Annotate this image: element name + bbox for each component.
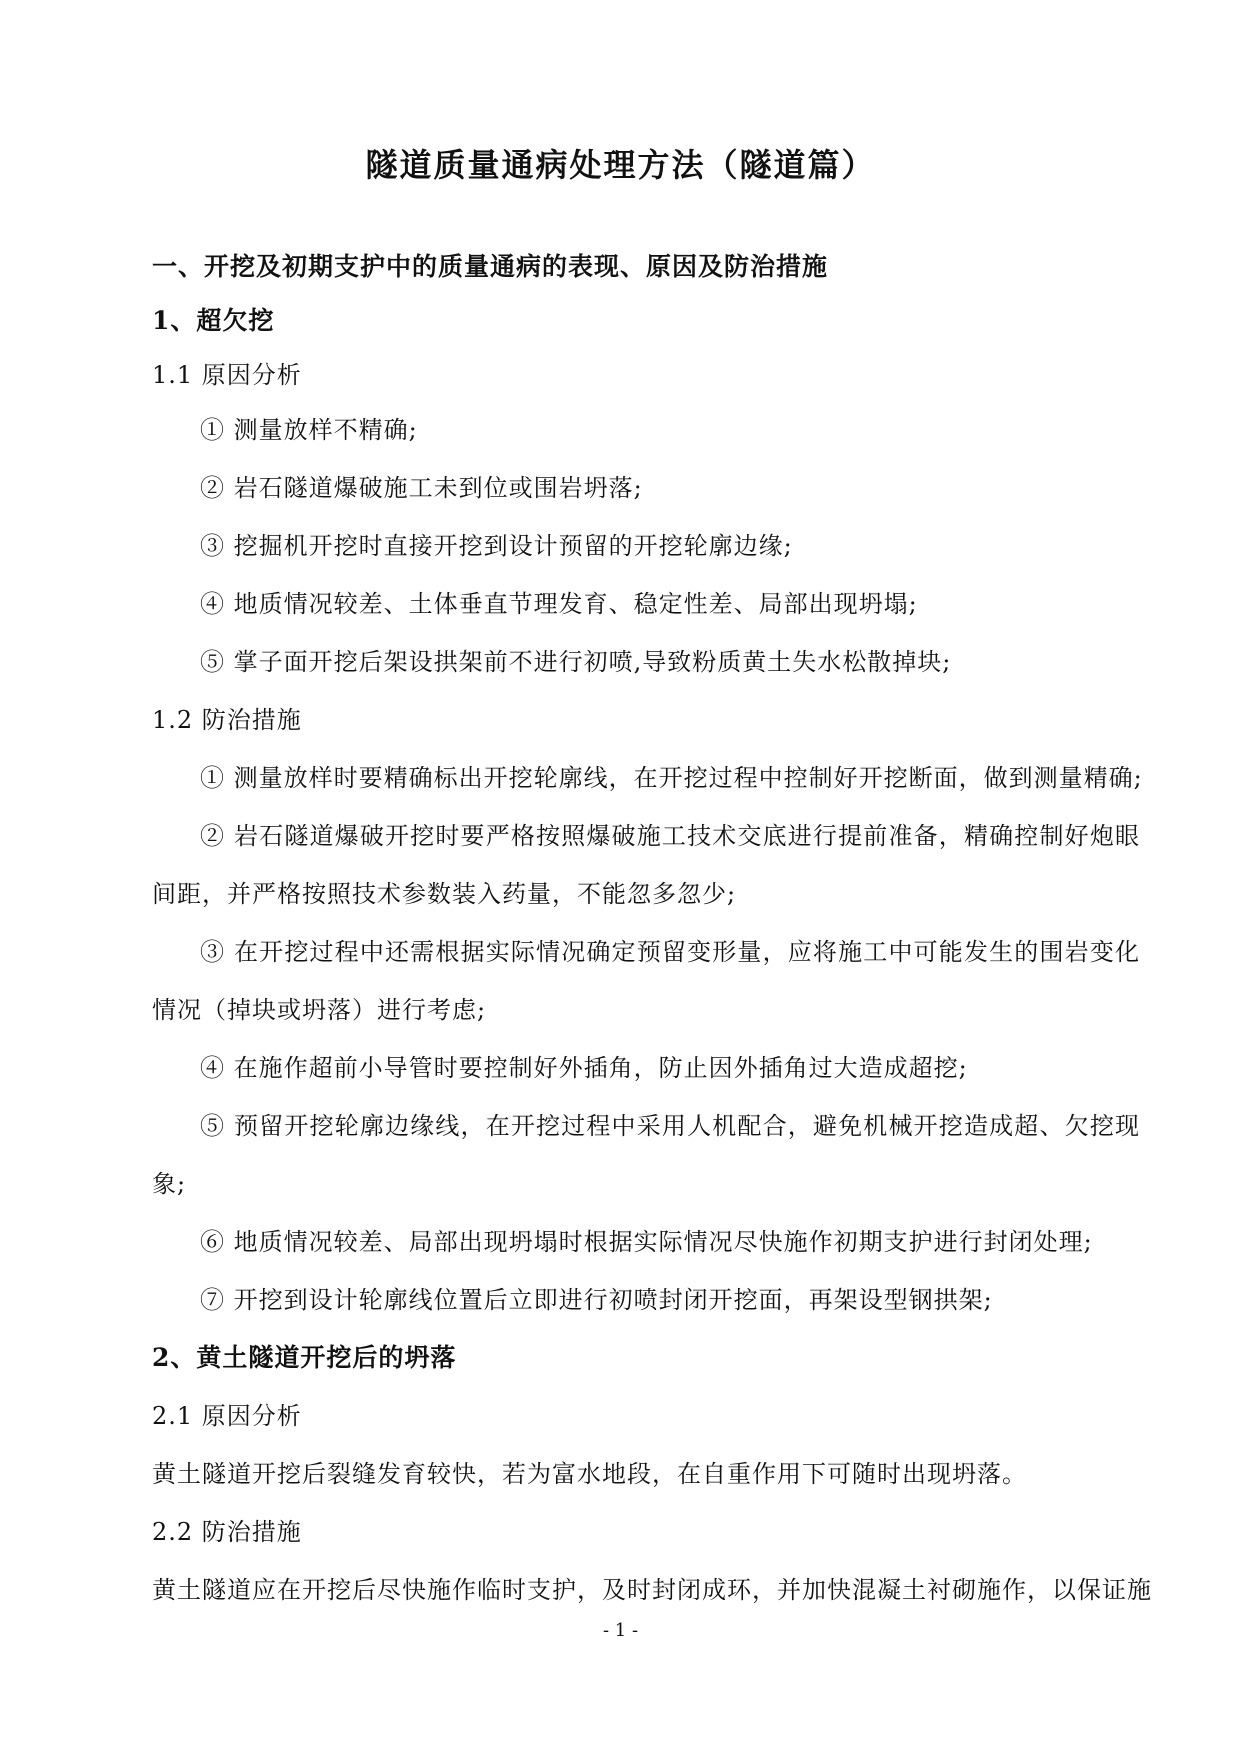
subsection-label: 1.1 原因分析: [152, 361, 302, 389]
list-item: ③ 在开挖过程中还需根据实际情况确定预留变形量，应将施工中可能发生的围岩变化: [200, 938, 1140, 966]
list-item: ④ 在施作超前小导管时要控制好外插角，防止因外插角过大造成超挖;: [200, 1054, 968, 1082]
list-item: ⑥ 地质情况较差、局部出现坍塌时根据实际情况尽快施作初期支护进行封闭处理;: [200, 1228, 1093, 1256]
subsection-heading: 1、超欠挖: [152, 306, 275, 335]
section-heading: 一、开挖及初期支护中的质量通病的表现、原因及防治措施: [152, 252, 829, 281]
list-item: ② 岩石隧道爆破开挖时要严格按照爆破施工技术交底进行提前准备，精确控制好炮眼: [200, 822, 1140, 850]
subsection-heading: 2、黄土隧道开挖后的坍落: [152, 1343, 457, 1372]
list-item: ④ 地质情况较差、土体垂直节理发育、稳定性差、局部出现坍塌;: [200, 590, 918, 618]
list-item: ① 测量放样不精确;: [200, 416, 418, 444]
list-item: ⑤ 预留开挖轮廓边缘线，在开挖过程中采用人机配合，避免机械开挖造成超、欠挖现: [200, 1112, 1140, 1140]
list-item: ⑤ 掌子面开挖后架设拱架前不进行初喷,导致粉质黄土失水松散掉块;: [200, 648, 952, 676]
subsection-label: 2.2 防治措施: [152, 1518, 302, 1546]
list-item-continuation: 情况（掉块或坍落）进行考虑;: [152, 996, 487, 1024]
list-item: ③ 挖掘机开挖时直接开挖到设计预留的开挖轮廓边缘;: [200, 532, 793, 560]
list-item: ⑦ 开挖到设计轮廓线位置后立即进行初喷封闭开挖面，再架设型钢拱架;: [200, 1286, 993, 1314]
list-item: ② 岩石隧道爆破施工未到位或围岩坍落;: [200, 474, 643, 502]
page-number: - 1 -: [602, 1620, 639, 1641]
subsection-label: 2.1 原因分析: [152, 1402, 302, 1430]
subsection-label: 1.2 防治措施: [152, 706, 302, 734]
document-title: 隧道质量通病处理方法（隧道篇）: [365, 146, 876, 184]
list-item: ① 测量放样时要精确标出开挖轮廓线，在开挖过程中控制好开挖断面，做到测量精确;: [200, 764, 1143, 792]
paragraph: 黄土隧道开挖后裂缝发育较快，若为富水地段，在自重作用下可随时出现坍落。: [152, 1460, 1027, 1488]
list-item-continuation: 象;: [152, 1170, 187, 1198]
paragraph: 黄土隧道应在开挖后尽快施作临时支护，及时封闭成环，并加快混凝土衬砌施作，以保证施: [152, 1576, 1152, 1604]
list-item-continuation: 间距，并严格按照技术参数装入药量，不能忽多忽少;: [152, 880, 737, 908]
